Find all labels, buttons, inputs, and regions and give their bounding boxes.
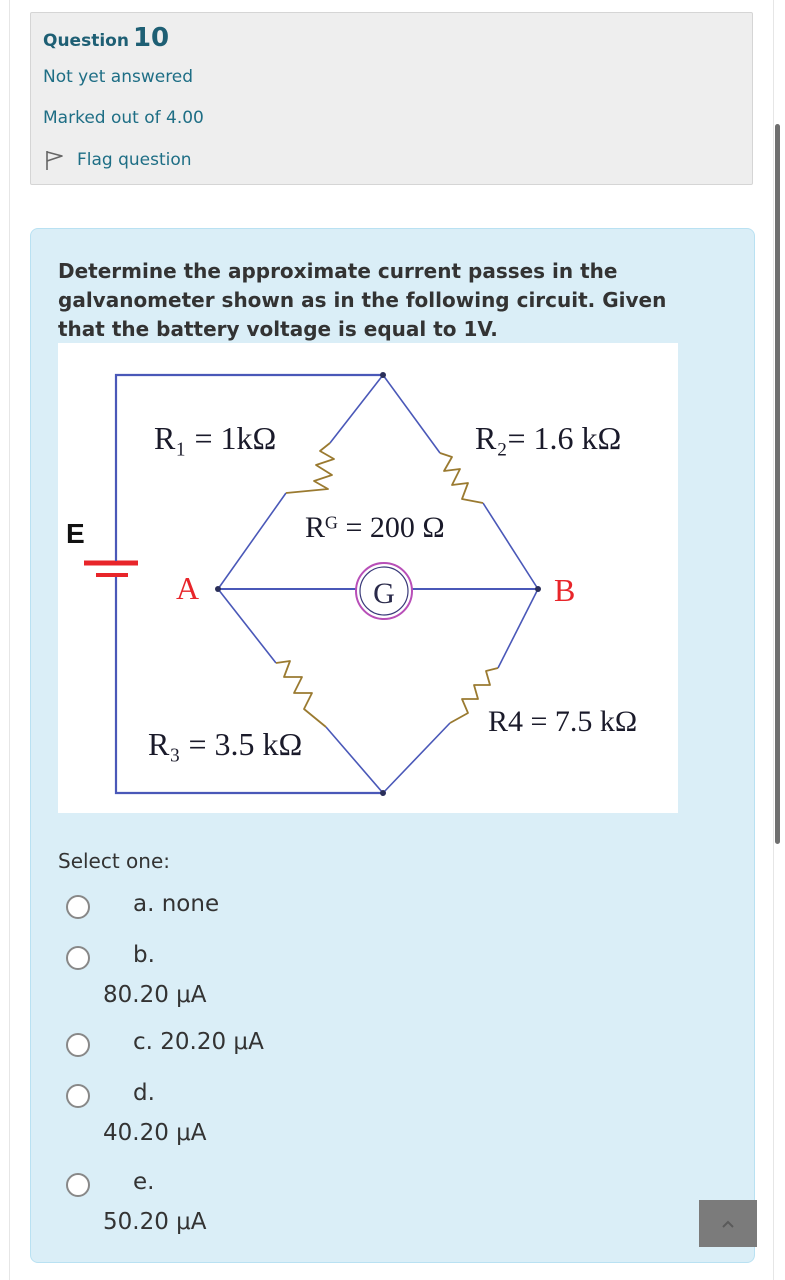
flag-question-link[interactable] xyxy=(43,149,192,171)
question-state: Not yet answered xyxy=(43,67,194,87)
radio-d[interactable] xyxy=(66,1084,90,1108)
circuit-diagram xyxy=(58,343,678,813)
question-info-panel xyxy=(30,12,753,185)
question-label: Question xyxy=(43,31,129,51)
node-a-label: A xyxy=(176,570,200,606)
option-d-text: 40.20 μA xyxy=(103,1120,207,1146)
resistor-r1 xyxy=(286,443,334,493)
question-content-panel xyxy=(30,228,755,1263)
r4-label: R4 = 7.5 kΩ xyxy=(488,705,638,738)
chevron-up-icon xyxy=(720,1219,736,1229)
node-top xyxy=(380,372,386,378)
resistor-r2 xyxy=(440,453,483,503)
back-to-top-button[interactable] xyxy=(699,1200,757,1247)
node-b-label: B xyxy=(554,572,576,608)
option-b-letter: b. xyxy=(133,942,155,968)
radio-c[interactable] xyxy=(66,1033,90,1057)
wire-r2-lower xyxy=(483,503,538,589)
battery-label: E xyxy=(66,518,85,549)
resistor-r3 xyxy=(276,661,326,727)
wire-r1-upper xyxy=(330,375,383,443)
option-a-letter: a. xyxy=(133,891,155,917)
option-c-letter: c. xyxy=(133,1029,153,1055)
question-number: 10 xyxy=(132,23,170,53)
option-d-letter: d. xyxy=(133,1080,155,1106)
wire-r1-lower xyxy=(218,493,286,589)
select-one-prompt: Select one: xyxy=(58,849,171,873)
galvanometer-label: G xyxy=(373,577,395,610)
r3-label: R₃ = 3.5 kΩ xyxy=(148,726,303,762)
question-text: Determine the approximate current passes in the galvanometer shown as in the following circuit. Given that the battery voltage is equal to 1V. xyxy=(58,259,667,341)
question-grade: Marked out of 4.00 xyxy=(43,108,204,128)
option-b-text: 80.20 μA xyxy=(103,982,207,1008)
question-title xyxy=(43,23,169,53)
scrollbar[interactable] xyxy=(775,124,780,844)
wire-r3-lower xyxy=(326,727,383,793)
r2-label: R₂= 1.6 kΩ xyxy=(475,420,622,456)
option-a-text: none xyxy=(161,891,220,917)
page-frame-left xyxy=(9,0,10,1280)
flag-question-label: Flag question xyxy=(77,150,192,170)
node-a-dot xyxy=(215,586,221,592)
r1-label: R₁ = 1kΩ xyxy=(154,420,277,456)
option-e-text: 50.20 μA xyxy=(103,1209,207,1235)
wire-r3-upper xyxy=(218,589,276,663)
node-b-dot xyxy=(535,586,541,592)
radio-b[interactable] xyxy=(66,946,90,970)
option-c-text: 20.20 μA xyxy=(160,1029,264,1055)
option-e-letter: e. xyxy=(133,1169,155,1195)
wire-r4-upper xyxy=(498,589,538,668)
radio-e[interactable] xyxy=(66,1173,90,1197)
node-bottom xyxy=(380,790,386,796)
rg-label: Rᴳ = 200 Ω xyxy=(305,511,445,544)
wire-r2-upper xyxy=(383,375,440,453)
wire-r4-lower xyxy=(383,723,450,793)
page-frame-right xyxy=(773,0,774,1280)
radio-a[interactable] xyxy=(66,895,90,919)
flag-icon xyxy=(43,149,65,171)
